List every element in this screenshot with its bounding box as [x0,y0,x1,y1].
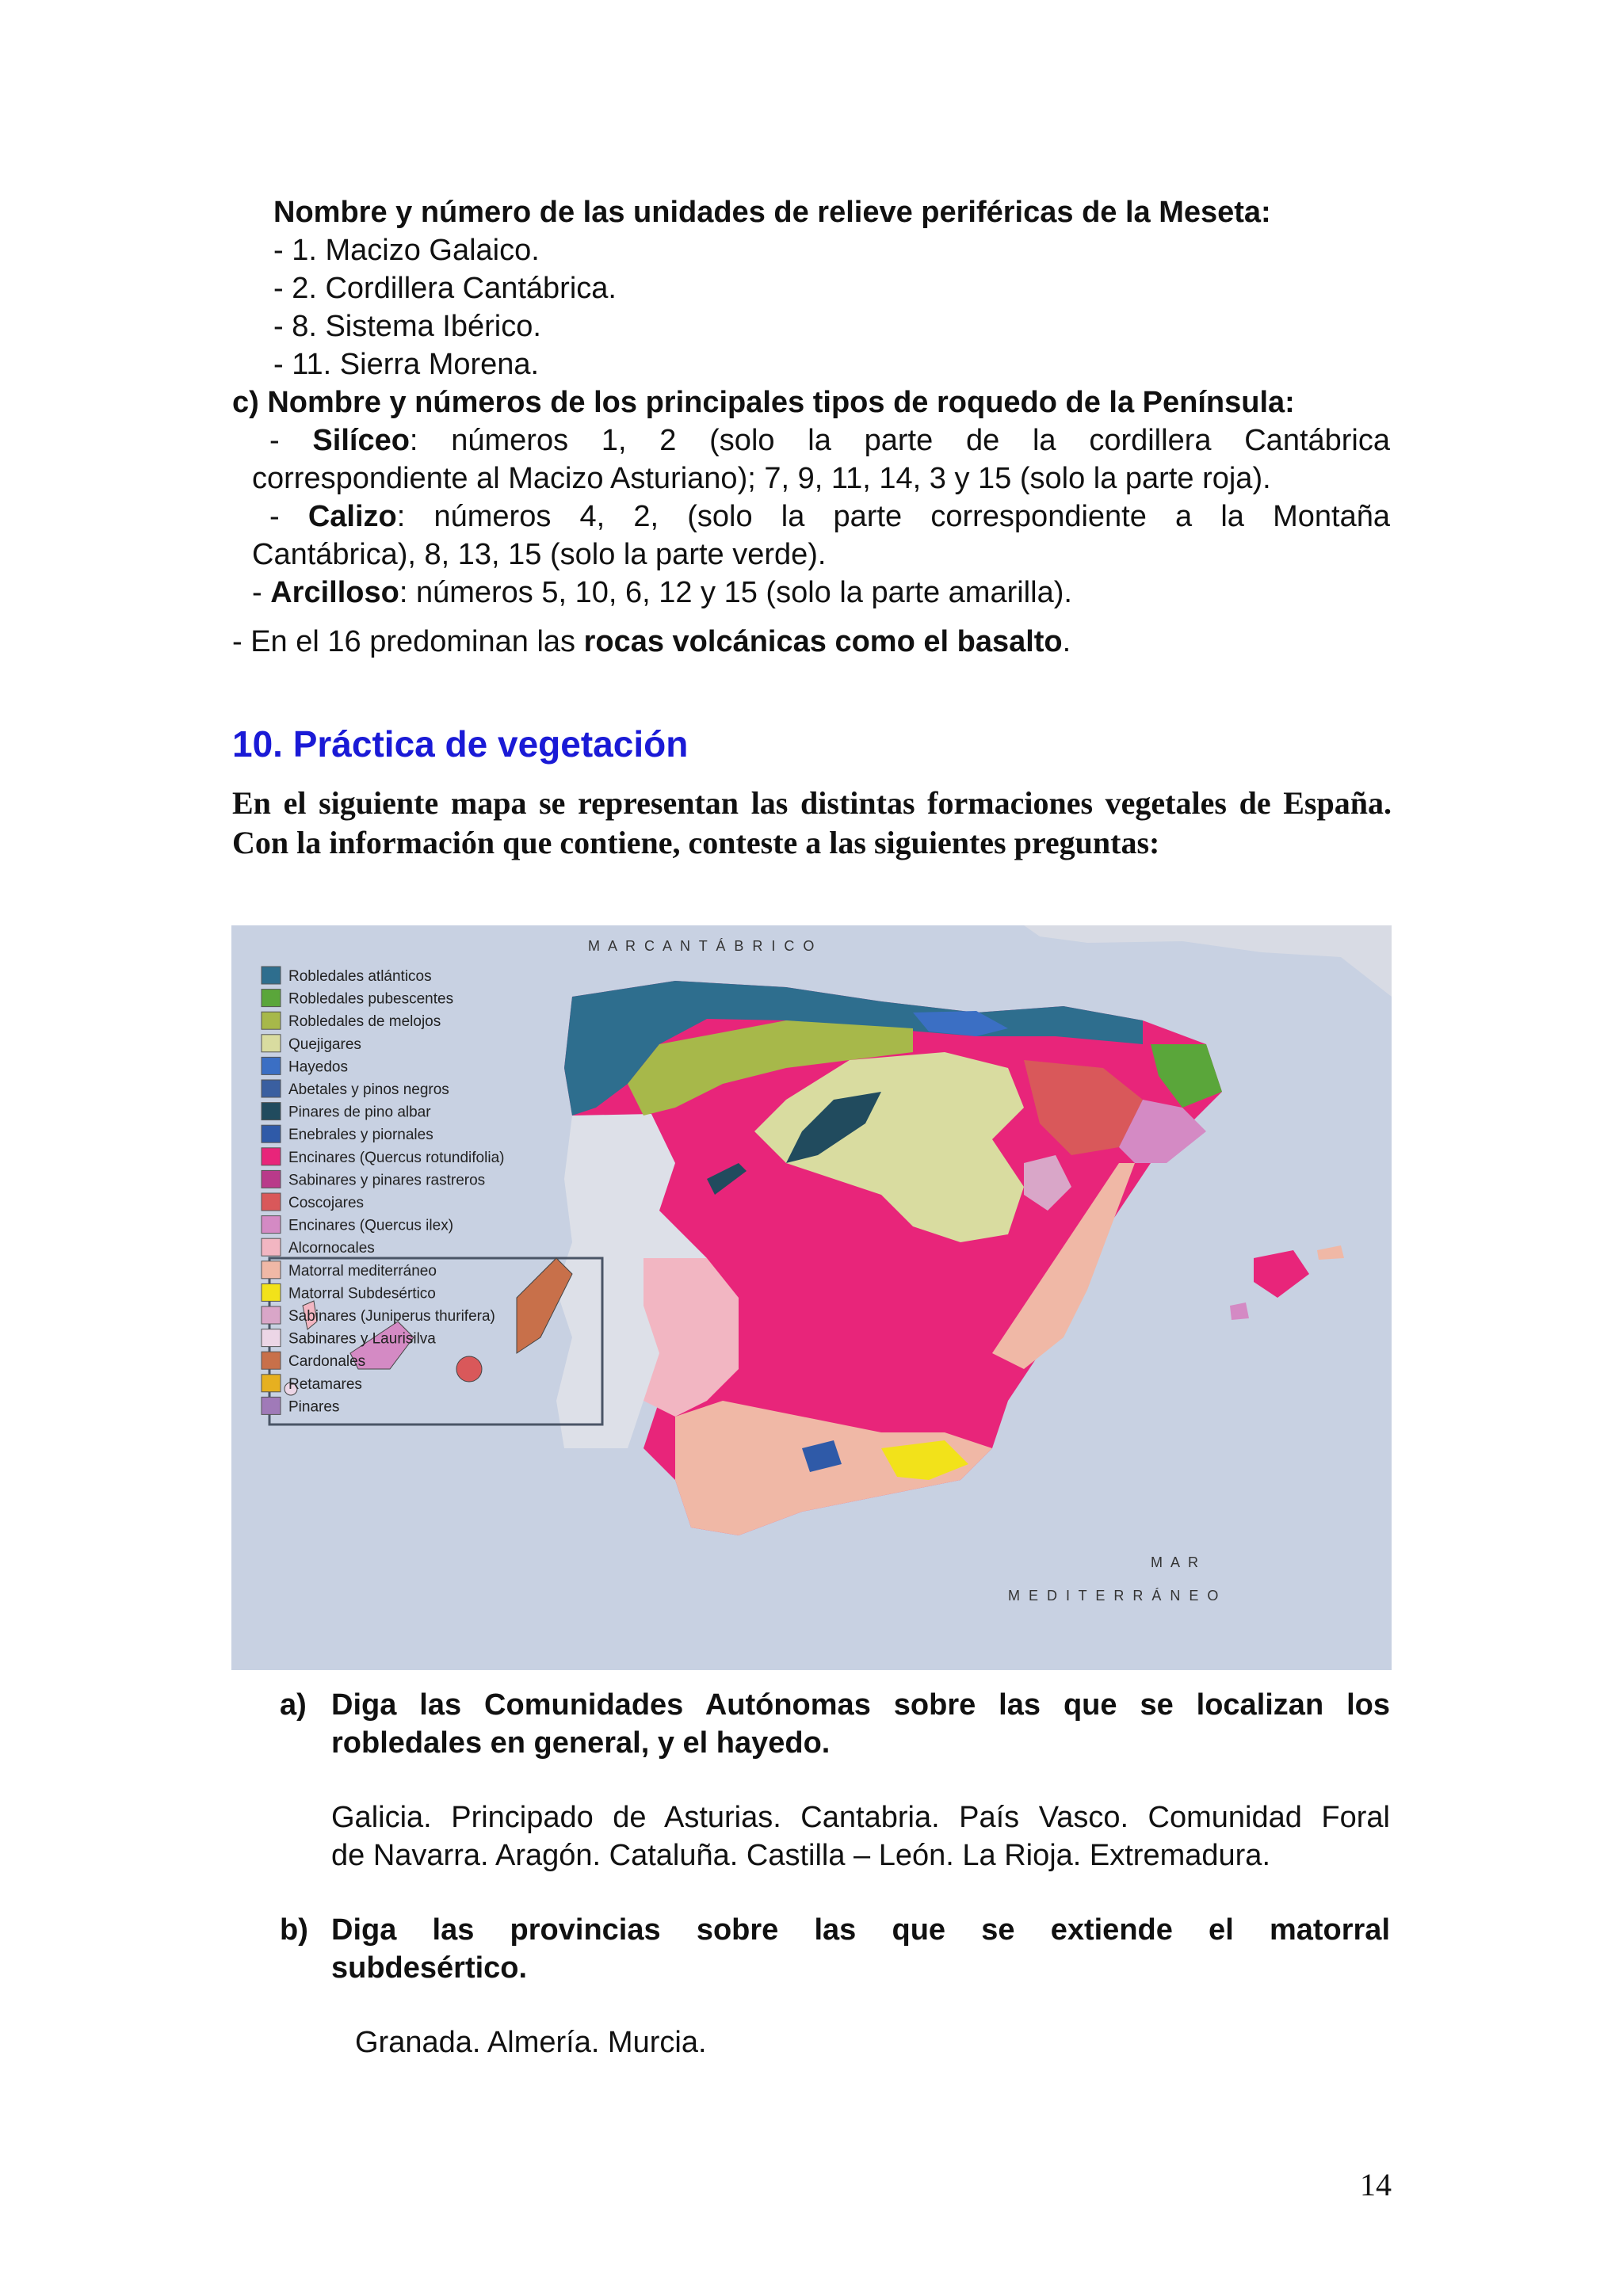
legend-swatch [262,1283,281,1301]
legend-swatch [262,1103,281,1120]
page-number: 14 [1360,2167,1392,2203]
legend-swatch [262,1352,281,1369]
legend-swatch [262,990,281,1007]
legend-label: Matorral mediterráneo [288,1262,437,1280]
answer-a-line-2: de Navarra. Aragón. Cataluña. Castilla – León. La Rioja. Extremadura. [331,1839,1270,1872]
question-a-label: a) [280,1688,307,1722]
legend-swatch [262,1080,281,1097]
legend-swatch [262,1216,281,1234]
legend-swatch [262,1012,281,1029]
question-a-line-2: robledales en general, y el hayedo. [331,1726,831,1760]
ibiza-island [1230,1302,1249,1320]
legend-label: Sabinares y Laurisilva [288,1330,436,1348]
meseta-item: - 2. Cordillera Cantábrica. [273,272,617,305]
meseta-item: - 11. Sierra Morena. [273,348,540,381]
intro-line-2: Con la información que contiene, conteste a las siguientes preguntas: [232,825,1160,860]
meseta-item: - 8. Sistema Ibérico. [273,310,541,343]
meseta-item: - 1. Macizo Galaico. [273,234,540,267]
question-b-label: b) [280,1913,308,1947]
question-a-line-1: Diga las Comunidades Autónomas sobre las que se localizan los [331,1688,1390,1722]
legend-label: Abetales y pinos negros [288,1081,449,1098]
legend-swatch [262,967,281,984]
legend-label: Robledales atlánticos [288,968,432,985]
legend-swatch [262,1397,281,1414]
legend-label: Encinares (Quercus ilex) [288,1217,454,1234]
legend-swatch [262,1261,281,1279]
legend-label: Retamares [288,1375,362,1393]
legend-label: Quejigares [288,1035,361,1053]
arcilloso-label: Arcilloso [270,576,399,609]
meseta-heading: Nombre y número de las unidades de relieve periféricas de la Meseta: [273,196,1271,229]
vegetation-map [231,925,1392,1670]
arcilloso-text: : números 5, 10, 6, 12 y 15 (solo la parte amarilla). [399,576,1072,609]
volcanic-post: . [1062,625,1071,658]
legend-swatch [262,1238,281,1256]
volcanic-line [232,623,1071,661]
legend-swatch [262,1193,281,1211]
legend-swatch [262,1035,281,1052]
siliceo-line [269,421,1390,460]
answer-b: Granada. Almería. Murcia. [355,2026,707,2059]
legend-swatch [262,1170,281,1188]
siliceo-label: Silíceo [312,424,410,457]
legend-label: Matorral Subdesértico [288,1285,436,1302]
siliceo-dash: - [269,424,313,457]
legend-label: Encinares (Quercus rotundifolia) [288,1149,505,1166]
legend-label: Enebrales y piornales [288,1127,433,1144]
siliceo-continuation: correspondiente al Macizo Asturiano); 7, 9, 11, 14, 3 y 15 (solo la parte roja). [252,462,1271,495]
legend-swatch [262,1375,281,1392]
legend-label: Pinares de pino albar [288,1104,431,1121]
legend-label: Robledales pubescentes [288,990,454,1008]
legend-swatch [262,1329,281,1347]
arcilloso-dash: - [252,576,271,609]
volcanic-bold: rocas volcánicas como el basalto [583,625,1063,658]
intro-line-1: En el siguiente mapa se representan las distintas formaciones vegetales de España. [232,785,1392,821]
legend-label: Alcornocales [288,1240,375,1257]
section-title: 10. Práctica de vegetación [232,723,689,765]
sea-label-cantabrico: M A R C A N T Á B R I C O [588,938,817,954]
calizo-dash: - [269,500,308,533]
vegetation-map-svg [231,925,1392,1670]
answer-a-line-1: Galicia. Principado de Asturias. Cantabria. País Vasco. Comunidad Foral [331,1801,1390,1834]
legend-label: Pinares [288,1398,340,1416]
legend-swatch [262,1057,281,1074]
legend-label: Sabinares y pinares rastreros [288,1172,486,1189]
calizo-text: : números 4, 2, (solo la parte correspondiente a la Montaña [396,500,1390,533]
question-b-line-2: subdesértico. [331,1951,528,1985]
canary-island [456,1356,482,1382]
legend-label: Coscojares [288,1195,365,1211]
question-b-line-1: Diga las provincias sobre las que se extiende el matorral [331,1913,1390,1947]
legend-label: Sabinares (Juniperus thurifera) [288,1308,495,1325]
legend-label: Cardonales [288,1353,366,1371]
calizo-line [269,498,1390,536]
sea-label-mar: M A R [1151,1554,1201,1570]
legend-swatch [262,1306,281,1324]
roquedo-heading: c) Nombre y números de los principales tipos de roquedo de la Península: [232,386,1295,419]
siliceo-text: : números 1, 2 (solo la parte de la cordillera Cantábrica [409,424,1391,457]
legend-label: Hayedos [288,1058,348,1076]
calizo-continuation: Cantábrica), 8, 13, 15 (solo la parte verde). [252,538,827,571]
volcanic-pre: - En el 16 predominan las [232,625,584,658]
legend-swatch [262,1125,281,1142]
legend-swatch [262,1148,281,1165]
arcilloso-line [252,574,1072,612]
legend-label: Robledales de melojos [288,1013,441,1031]
sea-label-mediterraneo: M E D I T E R R Á N E O [1008,1588,1221,1604]
calizo-label: Calizo [307,500,397,533]
